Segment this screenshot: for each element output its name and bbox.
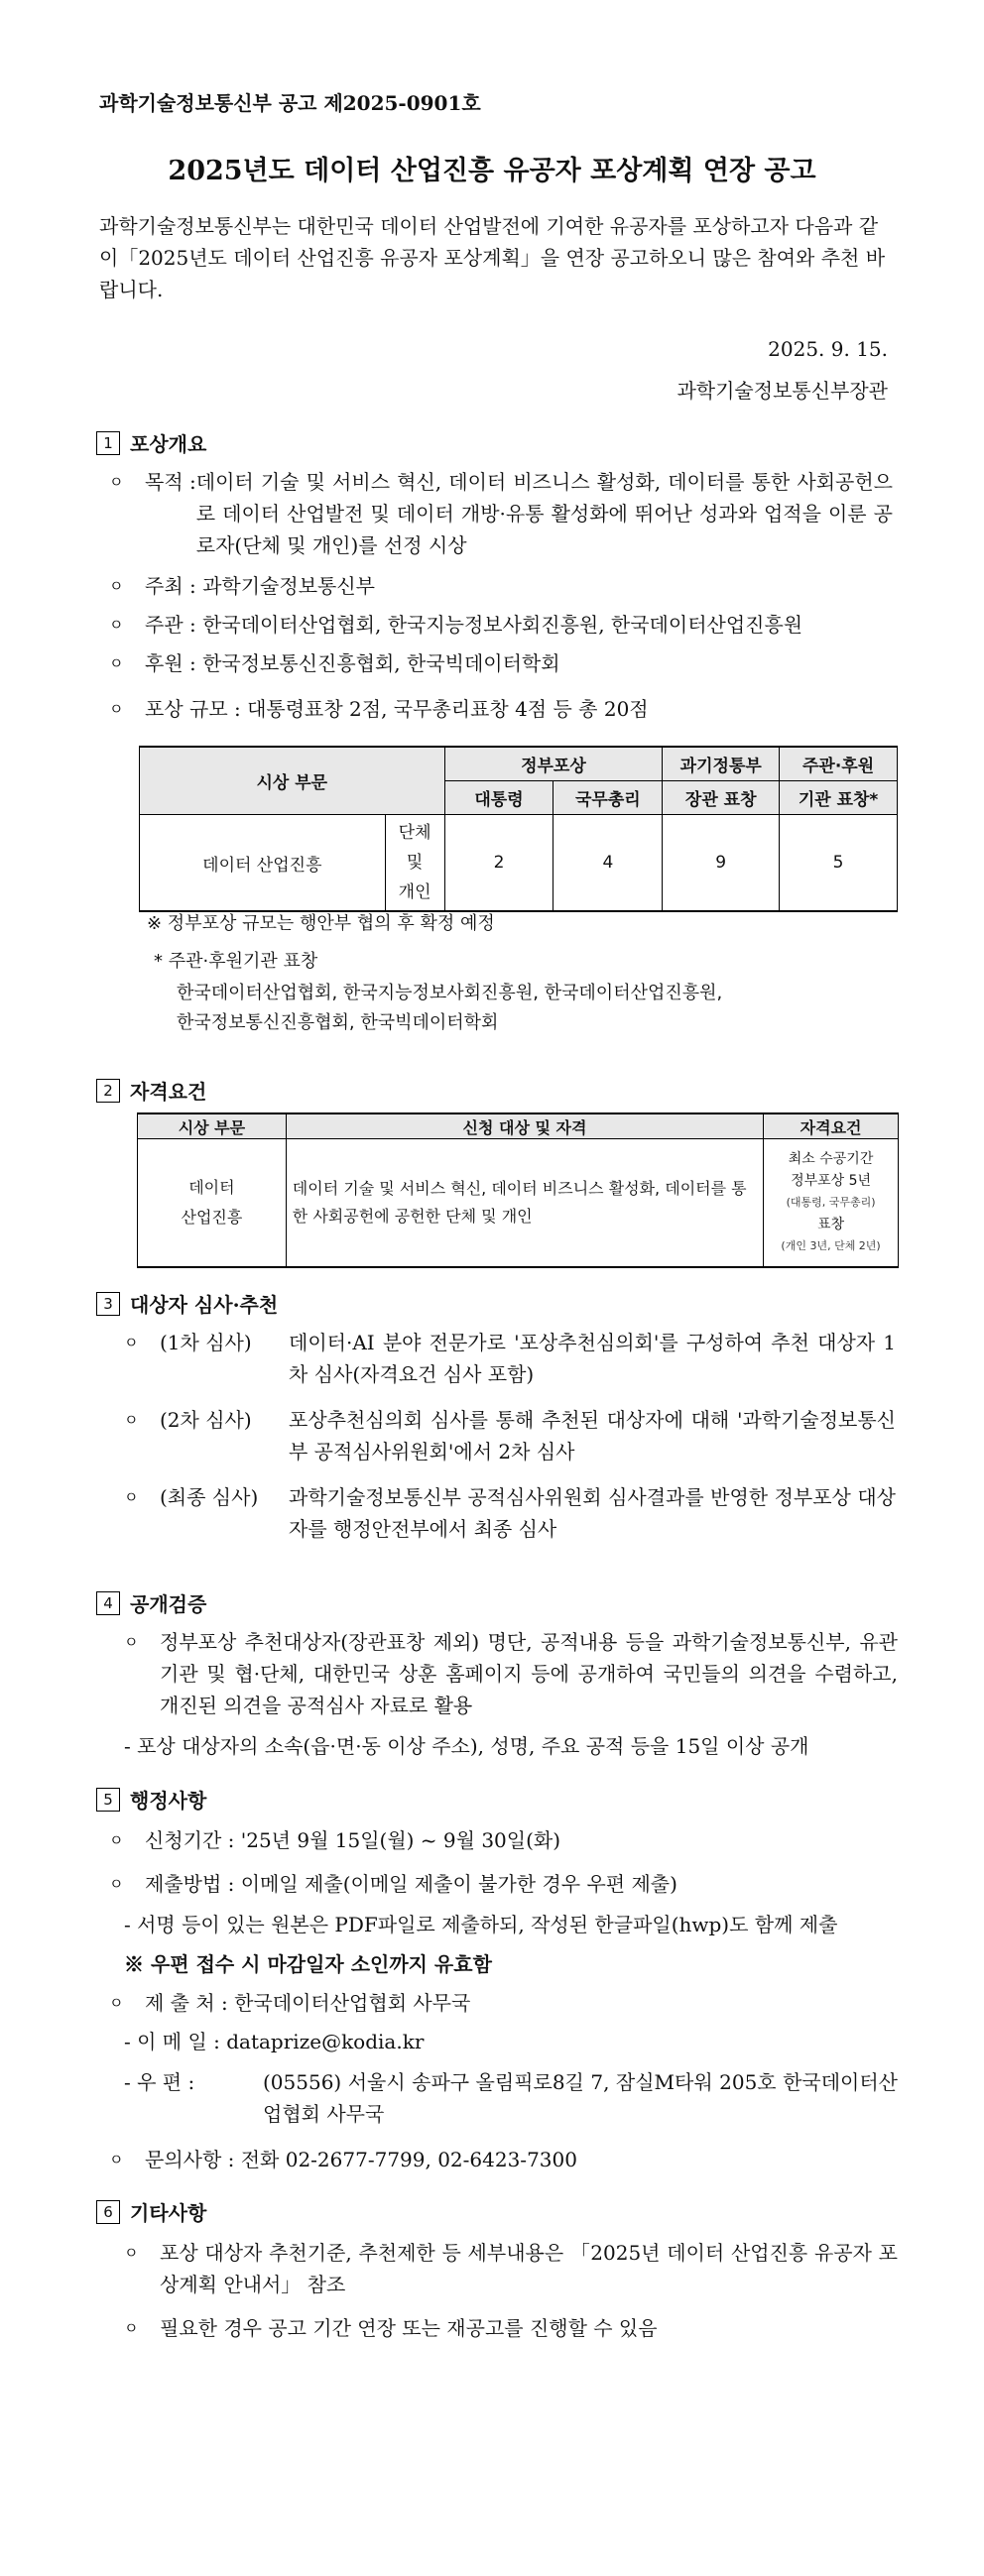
bullet-mark: ㅇ	[124, 1633, 139, 1651]
header-org-1: 주관·후원	[780, 747, 898, 781]
bullet-mark: ㅇ	[109, 1875, 124, 1893]
section-title: 자격요건	[130, 1080, 207, 1104]
section-6-heading	[96, 2197, 206, 2226]
host-item	[109, 570, 893, 602]
section-number: 5	[96, 1788, 120, 1812]
submission-email[interactable]: - 이 메 일 : dataprize@kodia.kr	[124, 2030, 425, 2053]
cell-requirement	[764, 1139, 899, 1268]
notice-date: 2025. 9. 15.	[768, 337, 888, 361]
verification-text: 정부포상 추천대상자(장관표창 제외) 명단, 공적내용 등을 과학기술정보통신부, 유관 기관 및 협·단체, 대한민국 상훈 홈페이지 등에 공개하여 국민들의 의견을 수렴하고, 개진된 의견을 공적심사 자료로 활용	[160, 1630, 898, 1717]
step-label: (최종 심사)	[160, 1485, 259, 1509]
header-minister-1: 과기정통부	[663, 747, 780, 781]
section-2-heading	[96, 1076, 206, 1105]
other-item-2	[124, 2312, 898, 2344]
note-org-line: 한국데이터산업협회, 한국지능정보사회진흥원, 한국데이터산업진흥원,	[177, 983, 723, 1003]
method-text: 제출방법 : 이메일 제출(이메일 제출이 불가한 경우 우편 제출)	[145, 1872, 677, 1896]
section-title: 기타사항	[130, 2201, 207, 2225]
note-org-title: * 주관·후원기관 표창	[154, 951, 318, 972]
cell-line: 데이터	[188, 1178, 235, 1197]
bullet-mark: ㅇ	[109, 2151, 124, 2168]
host-text: 주최 : 과학기술정보통신부	[145, 574, 375, 598]
inquiry-text: 문의사항 : 전화 02-2677-7799, 02-6423-7300	[145, 2148, 577, 2171]
award-scale-table	[139, 746, 898, 912]
section-number: 3	[96, 1292, 120, 1316]
step-label: (2차 심사)	[160, 1408, 252, 1432]
header-category: 시상 부문	[140, 747, 445, 815]
sponsor-text: 후원 : 한국정보통신진흥협회, 한국빅데이터학회	[145, 651, 560, 675]
section-title: 포상개요	[130, 432, 207, 456]
cell-line: 최소 수공기간	[788, 1151, 874, 1167]
cell-line: (개인 3년, 단체 2년)	[781, 1239, 881, 1252]
cell-line: 표창	[817, 1217, 845, 1232]
bullet-mark: ㅇ	[124, 2319, 139, 2337]
header-minister-2: 장관 표창	[663, 781, 780, 815]
scale-item	[109, 693, 893, 725]
section-3-heading	[96, 1289, 278, 1318]
post-address: (05556) 서울시 송파구 올림픽로8길 7, 잠실M타워 205호 한국데이터산업협회 사무국	[263, 2070, 898, 2126]
step-text: 과학기술정보통신부 공적심사위원회 심사결과를 반영한 정부포상 대상자를 행정안전부에서 최종 심사	[289, 1485, 896, 1541]
section-1-heading	[96, 428, 206, 457]
cell-org: 5	[780, 815, 898, 912]
bullet-mark: ㅇ	[124, 1411, 139, 1429]
header-org-2: 기관 표창*	[780, 781, 898, 815]
mail-note: ※ 우편 접수 시 마감일자 소인까지 유효함	[124, 1952, 492, 1976]
organizer-text: 주관 : 한국데이터산업협회, 한국지능정보사회진흥원, 한국데이터산업진흥원	[145, 613, 803, 637]
bullet-mark: ㅇ	[109, 700, 124, 718]
application-period	[109, 1824, 893, 1856]
note-org-line: 한국정보통신진흥협회, 한국빅데이터학회	[177, 1012, 499, 1033]
cell-type	[385, 815, 444, 912]
section-4-heading	[96, 1588, 206, 1617]
review-step-2	[124, 1404, 896, 1467]
header-category: 시상 부문	[138, 1113, 287, 1139]
header-target: 신청 대상 및 자격	[286, 1113, 763, 1139]
review-step-3	[124, 1481, 896, 1545]
section-number: 6	[96, 2200, 120, 2224]
cell-type-line: 개인	[398, 882, 431, 902]
other-text: 포상 대상자 추천기준, 추천제한 등 세부내용은 「2025년 데이터 산업진흥 유공자 포상계획 안내서」 참조	[160, 2241, 898, 2296]
cell-type-line: 단체	[398, 823, 431, 843]
notice-number: 과학기술정보통신부 공고 제2025-0901호	[99, 91, 481, 115]
verification-subitem: - 포상 대상자의 소속(읍·면·동 이상 주소), 성명, 주요 공적 등을 15일 이상 공개	[124, 1734, 809, 1758]
intro-paragraph: 과학기술정보통신부는 대한민국 데이터 산업발전에 기여한 유공자를 포상하고자 다음과 같이「2025년도 데이터 산업진흥 유공자 포상계획」을 연장 공고하오니 많은 참여와 추천 바랍니다.	[99, 214, 886, 301]
step-text: 포상추천심의회 심사를 통해 추천된 대상자에 대해 '과학기술정보통신부 공적심사위원회'에서 2차 심사	[289, 1408, 896, 1464]
header-gov-award: 정부포상	[444, 747, 663, 781]
header-pm: 국무총리	[554, 781, 663, 815]
section-title: 행정사항	[130, 1789, 207, 1813]
section-number: 2	[96, 1079, 120, 1103]
section-number: 1	[96, 431, 120, 455]
submission-post	[124, 2066, 898, 2130]
cell-category	[138, 1139, 287, 1268]
cell-line: 산업진흥	[181, 1208, 243, 1227]
section-title: 공개검증	[130, 1592, 207, 1616]
bullet-mark: ㅇ	[109, 577, 124, 595]
other-text: 필요한 경우 공고 기간 연장 또는 재공고를 진행할 수 있음	[160, 2316, 658, 2340]
cell-category: 데이터 산업진흥	[140, 815, 386, 912]
eligibility-table	[137, 1112, 899, 1268]
section-title: 대상자 심사·추천	[130, 1293, 279, 1317]
destination-text: 제 출 처 : 한국데이터산업협회 사무국	[145, 1991, 471, 2015]
inquiry-item	[109, 2144, 893, 2175]
other-item-1	[124, 2237, 898, 2300]
cell-line: (대통령, 국무총리)	[786, 1196, 876, 1209]
bullet-mark: ㅇ	[109, 473, 124, 491]
section-5-heading	[96, 1785, 206, 1814]
cell-line: 정부포상 5년	[791, 1173, 872, 1189]
cell-minister: 9	[663, 815, 780, 912]
cell-type-line: 및	[406, 853, 424, 873]
organizer-item	[109, 609, 893, 641]
bullet-mark: ㅇ	[124, 1334, 139, 1351]
sponsor-item	[109, 647, 893, 679]
step-text: 데이터·AI 분야 전문가로 '포상추천심의회'를 구성하여 추천 대상자 1차 심사(자격요건 심사 포함)	[289, 1331, 896, 1386]
issuer: 과학기술정보통신부장관	[676, 379, 888, 403]
note-gov-award: ※ 정부포상 규모는 행안부 협의 후 확정 예정	[147, 913, 495, 934]
document-title: 2025년도 데이터 산업진흥 유공자 포상계획 연장 공고	[168, 156, 816, 186]
bullet-mark: ㅇ	[109, 1994, 124, 2012]
bullet-mark: ㅇ	[109, 616, 124, 634]
post-label: - 우 편 :	[124, 2070, 195, 2094]
section-number: 4	[96, 1591, 120, 1615]
submission-destination	[109, 1987, 893, 2019]
method-subitem: - 서명 등이 있는 원본은 PDF파일로 제출하되, 작성된 한글파일(hwp)도 함께 제출	[124, 1913, 838, 1936]
bullet-mark: ㅇ	[109, 1831, 124, 1849]
header-requirement: 자격요건	[764, 1113, 899, 1139]
header-president: 대통령	[444, 781, 554, 815]
cell-president: 2	[444, 815, 554, 912]
submission-method	[109, 1868, 893, 1900]
purpose-label: 목적 :	[145, 470, 196, 494]
cell-pm: 4	[554, 815, 663, 912]
bullet-mark: ㅇ	[124, 2244, 139, 2262]
purpose-text: 데이터 기술 및 서비스 혁신, 데이터 비즈니스 활성화, 데이터를 통한 사회공헌으로 데이터 산업발전 및 데이터 개방·유통 활성화에 뛰어난 성과와 업적을 이룬 공로자(단체 및 개인)를 선정 시상	[195, 470, 893, 557]
cell-target: 데이터 기술 및 서비스 혁신, 데이터 비즈니스 활성화, 데이터를 통한 사회공헌에 공헌한 단체 및 개인	[286, 1139, 763, 1268]
bullet-mark: ㅇ	[124, 1488, 139, 1506]
review-step-1	[124, 1327, 896, 1390]
scale-text: 포상 규모 : 대통령표창 2점, 국무총리표창 4점 등 총 20점	[145, 697, 649, 721]
period-text: 신청기간 : '25년 9월 15일(월) ~ 9월 30일(화)	[145, 1828, 561, 1852]
public-verification-item	[124, 1626, 898, 1721]
bullet-mark: ㅇ	[109, 654, 124, 672]
step-label: (1차 심사)	[160, 1331, 252, 1354]
purpose-item	[109, 466, 893, 561]
